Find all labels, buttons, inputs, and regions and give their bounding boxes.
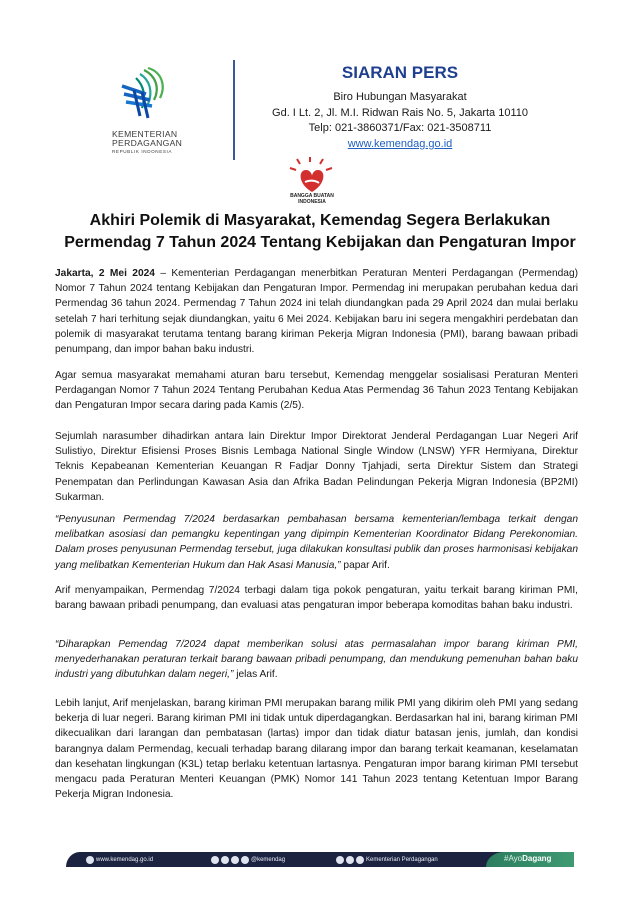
tiktok-icon [231,856,239,864]
footer-bar [66,852,574,867]
footer-name-text: Kementerian Perdagangan [366,856,438,863]
press-header [250,62,550,152]
paragraph-1-text: – Kementerian Perdagangan menerbitkan Peraturan Menteri Perdagangan (Permendag) Nomor 7 Tahun 2024 tentang Kebijakan dan Pengaturan Impor. Permendag ini merupakan perubahan kedua dari Permendag 36 tahun 2024. Permendag 7 Tahun 2024 ini telah diundangkan pada 29 April 2024 dan mulai berlaku setelah 7 hari terhitung sejak diundangkan, yaitu 6 Mei 2024. Kebijakan baru ini segera mengakhiri perdebatan dan polemik di masyarakat terutama tentang barang kiriman Pekerja Migran Indonesia (PMI), barang bawaan pribadi penumpang, dan impor bahan baku industri. [55,268,578,356]
dateline: Jakarta, 2 Mei 2024 [55,268,155,279]
article-title-line-1: Akhiri Polemik di Masyarakat, Kemendag Segera Berlakukan [89,212,551,229]
quote-attribution: jelas Arif. [233,669,278,681]
logo-line-2: PERDAGANGAN [112,138,183,148]
bangga-buatan-indonesia-heart-icon [282,156,342,194]
website-circle-icon [336,856,344,864]
article-title [60,210,580,254]
facebook-icon [346,856,354,864]
org-phone: Telp: 021-3860371/Fax: 021-3508711 [308,122,492,134]
paragraph-7: Lebih lanjut, Arif menjelaskan, barang kiriman PMI merupakan barang milik PMI yang dikirim oleh PMI yang sedang bekerja di luar negeri. Barang kiriman PMI ini tidak untuk diperdagangkan. Berdasarkan hal ini, barang kiriman PMI dikecualikan dari larangan dan pembatasan (lartas) impor dan tidak diatur batasan jenis, jumlah, dan kondisi barangnya dalam Permendag, kecuali terhadap barang dilarang impor dan barang terkait keamanan, keselamatan dan kesehatan lingkungan (K3L) tetap berlaku ketentuan lartasnya. Pengaturan impor barang kiriman PMI tersebut mengacu pada Peraturan Menteri Keuangan (PMK) Nomor 141 Tahun 2023 tentang Ketentuan Impor Barang Pekerja Migran Indonesia. [55,698,578,801]
paragraph-5: Arif menyampaikan, Permendag 7/2024 terbagi dalam tiga pokok pengaturan, yaitu terkait barang kiriman PMI, barang bawaan pribadi penumpang, dan evaluasi atas pengaturan impor beberapa komoditas bahan baku industri. [55,585,578,612]
header-divider [233,60,235,160]
hashtag-prefix: #Ayo [504,854,523,863]
instagram-icon [211,856,219,864]
threads-icon [241,856,249,864]
kemendag-logo [112,64,222,164]
footer-handle-text: @kemendag [251,856,286,863]
logo-line-1: KEMENTERIAN [112,129,178,139]
footer-website-text: www.kemendag.go.id [96,856,154,863]
hashtag [504,854,551,863]
x-twitter-icon [221,856,229,864]
footer-website[interactable] [86,855,153,864]
paragraph-4-quote [55,512,578,573]
paragraph-6-quote [55,637,578,683]
footer-social-handle[interactable] [211,855,285,864]
globe-icon [86,856,94,864]
paragraph-2: Agar semua masyarakat memahami aturan baru tersebut, Kemendag menggelar sosialisasi Peraturan Menteri Perdagangan Nomor 7 Tahun 2024 Tentang Perubahan Kedua Atas Permendag 36 Tahun 2023 Tentang Kebijakan dan Pengaturan Impor secara daring pada Kamis (2/5). [55,370,578,412]
article-title-line-2: Permendag 7 Tahun 2024 Tentang Kebijakan dan Pengaturan Impor [64,234,576,251]
badge-line-2: INDONESIA [298,199,326,205]
footer-social-name[interactable] [336,855,438,864]
website-link[interactable]: www.kemendag.go.id [347,137,453,150]
org-name: Biro Hubungan Masyarakat [333,91,467,103]
hashtag-bold: Dagang [522,854,552,863]
quote-attribution: papar Arif. [340,559,390,571]
youtube-icon [356,856,364,864]
quote-text: “Diharapkan Pemendag 7/2024 dapat memberikan solusi atas permasalahan impor barang kiriman PMI, menyederhanakan peraturan terkait barang bawaan pribadi penumpang, dan mendukung pemenuhan bahan baku industri yang dibutuhkan dalam negeri,” [55,639,578,681]
badge-line-1: BANGGA BUATAN [290,193,334,199]
bangga-buatan-indonesia-badge [282,156,342,208]
logo-line-3: REPUBLIK INDONESIA [112,149,173,154]
paragraph-3: Sejumlah narasumber dihadirkan antara lain Direktur Impor Direktorat Jenderal Perdagangan Luar Negeri Arif Sulistiyo, Direktur Efisiensi Proses Bisnis Lembaga National Single Window (LNSW) YFR Hermiyana, Direktur Teknis Kepabeanan Kementerian Keuangan R Fadjar Donny Tjahjadi, serta Direktur Sistem dan Strategi Penempatan dan Perlindungan Kawasan Asia dan Afrika Badan Pelindungan Pekerja Migran Indonesia (BP2MI) Sukarman. [55,431,578,503]
paragraph-1 [55,266,578,357]
quote-text: “Penyusunan Permendag 7/2024 berdasarkan pembahasan bersama kementerian/lembaga terkait dengan melibatkan asosiasi dan pemangku kepentingan yang dipimpin Kementerian Koordinator Bidang Perekonomian. Dalam proses penyusunan Permendag tersebut, juga dilakukan konsultasi publik dan proses harmonisasi kebijakan yang melibatkan Kementerian Hukum dan Hak Asasi Manusia,” [55,514,578,571]
kementerian-perdagangan-logo-icon [120,64,168,120]
press-release-title: SIARAN PERS [341,63,459,82]
org-address: Gd. I Lt. 2, Jl. M.I. Ridwan Rais No. 5, Jakarta 10110 [272,106,528,119]
